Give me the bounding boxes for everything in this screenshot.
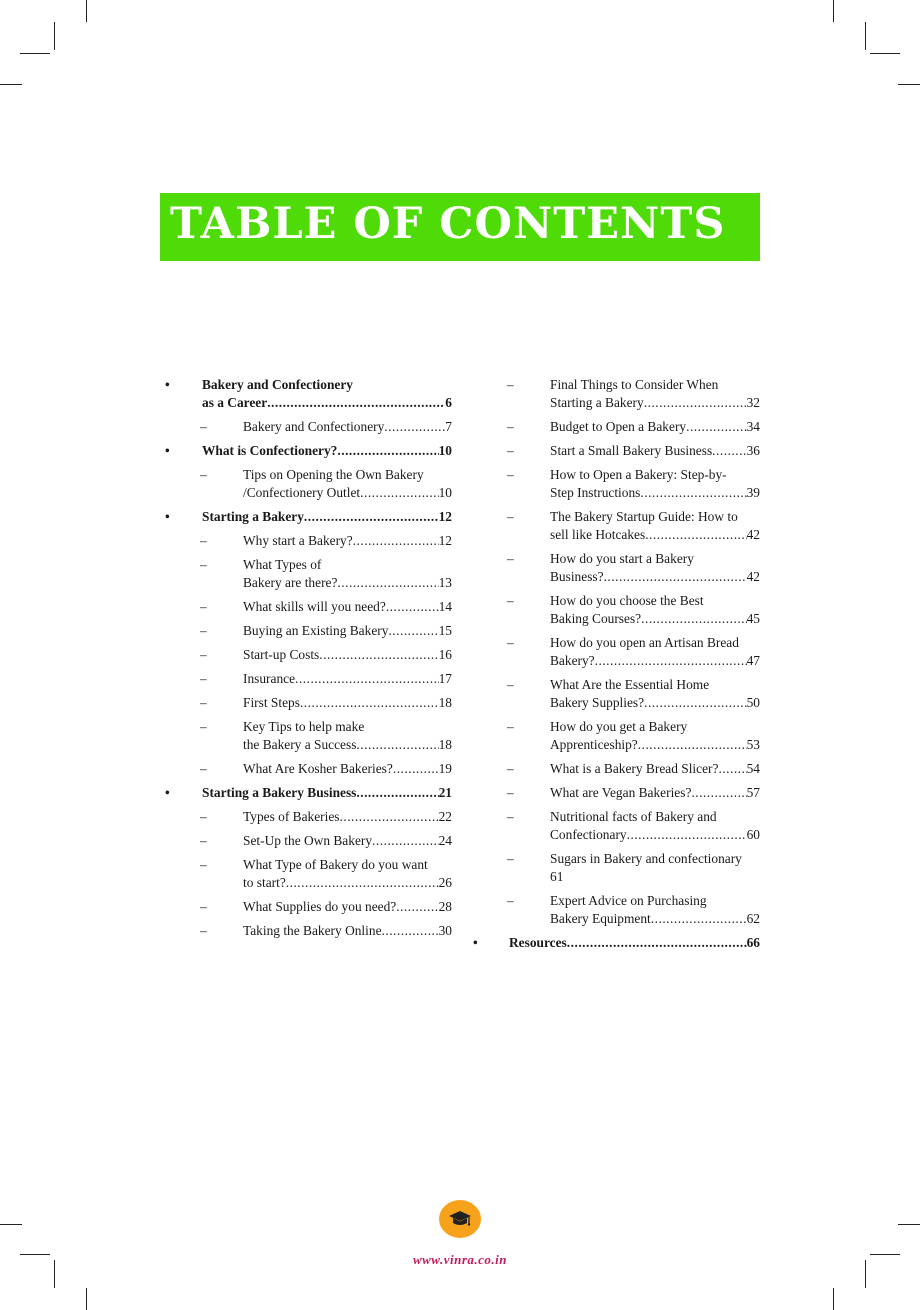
toc-page-number: 60 <box>746 827 760 842</box>
crop-mark <box>0 84 22 85</box>
toc-page-number: 15 <box>438 623 452 638</box>
crop-mark <box>898 1224 920 1225</box>
dot-leader <box>712 442 746 460</box>
dot-leader <box>645 526 746 544</box>
toc-page-number: 18 <box>438 695 452 710</box>
toc-entry-title: Expert Advice on Purchasing <box>550 893 707 908</box>
dot-leader <box>353 532 439 550</box>
toc-subsection[interactable] <box>160 718 452 754</box>
toc-entry-title: Key Tips to help make <box>243 719 365 734</box>
toc-subsection[interactable] <box>160 670 452 688</box>
dash-icon: – <box>507 443 514 458</box>
toc-subsection[interactable] <box>160 418 452 436</box>
bullet-icon: • <box>165 785 170 800</box>
toc-page-number: 54 <box>746 761 760 776</box>
toc-page-number: 28 <box>438 899 452 914</box>
toc-page-number: 32 <box>746 395 760 410</box>
toc-subsection[interactable] <box>160 622 452 640</box>
dot-leader <box>295 670 439 688</box>
bullet-icon: • <box>165 377 170 392</box>
dot-leader <box>640 484 746 502</box>
dot-leader <box>386 598 439 616</box>
crop-mark <box>870 53 900 54</box>
dot-leader <box>567 934 747 952</box>
toc-entry-title: Bakery Equipment <box>550 911 651 926</box>
graduation-cap-icon <box>448 1209 472 1229</box>
toc-section[interactable] <box>160 442 452 460</box>
toc-subsection[interactable] <box>468 634 760 670</box>
toc-column-right <box>468 376 760 958</box>
dash-icon: – <box>507 761 514 776</box>
toc-entry-title: sell like Hotcakes <box>550 527 646 542</box>
dash-icon: – <box>507 719 514 734</box>
crop-mark <box>20 53 50 54</box>
toc-entry-title: What skills will you need? <box>243 599 386 614</box>
dash-icon: – <box>200 671 207 686</box>
dot-leader <box>627 826 747 844</box>
toc-page-number: 6 <box>445 395 452 410</box>
toc-entry-title: as a Career <box>202 395 268 410</box>
toc-subsection[interactable] <box>468 850 760 886</box>
toc-subsection[interactable] <box>160 598 452 616</box>
dash-icon: – <box>200 761 207 776</box>
toc-entry-title: What Type of Bakery do you want <box>243 857 428 872</box>
toc-subsection[interactable] <box>160 646 452 664</box>
toc-subsection[interactable] <box>160 922 452 940</box>
dot-leader <box>267 394 445 412</box>
dash-icon: – <box>200 833 207 848</box>
crop-mark <box>898 84 920 85</box>
dot-leader <box>340 808 439 826</box>
toc-subsection[interactable] <box>160 832 452 850</box>
crop-mark <box>833 1288 834 1310</box>
crop-mark <box>865 22 866 50</box>
dash-icon: – <box>507 851 514 866</box>
toc-page-number: 18 <box>438 737 452 752</box>
toc-page-number: 45 <box>746 611 760 626</box>
toc-page-number: 21 <box>438 785 452 800</box>
toc-page-number: 17 <box>438 671 452 686</box>
toc-subsection[interactable] <box>468 676 760 712</box>
toc-entry-title: How do you open an Artisan Bread <box>550 635 739 650</box>
toc-page-number: 39 <box>746 485 760 500</box>
toc-page-number: 50 <box>746 695 760 710</box>
toc-page-number: 24 <box>438 833 452 848</box>
toc-entry-title: Budget to Open a Bakery <box>550 419 687 434</box>
dot-leader <box>393 760 439 778</box>
dot-leader <box>595 652 747 670</box>
dash-icon: – <box>200 899 207 914</box>
toc-entry-title: How do you get a Bakery <box>550 719 688 734</box>
bullet-icon: • <box>473 935 478 950</box>
toc-column-left <box>160 376 452 946</box>
dot-leader <box>319 646 438 664</box>
toc-page-number: 26 <box>438 875 452 890</box>
toc-subsection[interactable] <box>468 892 760 928</box>
dot-leader <box>396 898 438 916</box>
toc-subsection[interactable] <box>468 784 760 802</box>
dash-icon: – <box>200 695 207 710</box>
dash-icon: – <box>507 419 514 434</box>
dot-leader <box>638 736 747 754</box>
dot-leader <box>300 694 439 712</box>
dash-icon: – <box>200 647 207 662</box>
dash-icon: – <box>507 551 514 566</box>
website-url: www.vinra.co.in <box>412 1252 508 1267</box>
dot-leader <box>644 394 747 412</box>
toc-subsection[interactable] <box>468 376 760 412</box>
toc-section[interactable] <box>160 376 452 412</box>
toc-page-number: 14 <box>438 599 452 614</box>
dash-icon: – <box>200 467 207 482</box>
toc-entry-title: Resources <box>509 935 567 950</box>
toc-page-number: 22 <box>438 809 452 824</box>
toc-page-number: 53 <box>746 737 760 752</box>
toc-entry-title: /Confectionery Outlet <box>243 485 361 500</box>
toc-subsection[interactable] <box>160 532 452 550</box>
dash-icon: – <box>200 857 207 872</box>
toc-entry-title: Final Things to Consider When <box>550 377 719 392</box>
toc-entry-title: Bakery Supplies? <box>550 695 645 710</box>
dot-leader <box>651 910 747 928</box>
dot-leader <box>372 832 439 850</box>
dot-leader <box>384 418 445 436</box>
toc-page-number: 30 <box>438 923 452 938</box>
dot-leader <box>686 418 747 436</box>
dot-leader <box>356 784 438 802</box>
toc-section[interactable] <box>468 934 760 952</box>
dash-icon: – <box>200 599 207 614</box>
toc-entry-title: Step Instructions <box>550 485 641 500</box>
toc-entry-title: Starting a Bakery <box>550 395 644 410</box>
toc-page-number: 62 <box>746 911 760 926</box>
dash-icon: – <box>507 467 514 482</box>
toc-entry-title: Bakery and Confectionery <box>243 419 385 434</box>
toc-subsection[interactable] <box>160 760 452 778</box>
toc-entry-title: Start-up Costs <box>243 647 320 662</box>
toc-subsection[interactable] <box>468 550 760 586</box>
title-banner <box>160 193 760 261</box>
toc-entry-title: What Are the Essential Home <box>550 677 710 692</box>
dot-leader <box>382 922 439 940</box>
dot-leader <box>718 760 746 778</box>
toc-page-number: 66 <box>746 935 760 950</box>
dash-icon: – <box>507 677 514 692</box>
toc-entry-title: Why start a Bakery? <box>243 533 353 548</box>
toc-entry-title: Buying an Existing Bakery <box>243 623 389 638</box>
toc-subsection[interactable] <box>468 718 760 754</box>
dash-icon: – <box>200 809 207 824</box>
toc-entry-title: the Bakery a Success <box>243 737 357 752</box>
toc-entry-title: Nutritional facts of Bakery and <box>550 809 717 824</box>
dash-icon: – <box>200 533 207 548</box>
dash-icon: – <box>507 509 514 524</box>
toc-subsection[interactable] <box>468 808 760 844</box>
toc-page-number: 36 <box>746 443 760 458</box>
toc-subsection[interactable] <box>468 418 760 436</box>
toc-entry-title: to start? <box>243 875 286 890</box>
toc-entry-title: What is Confectionery? <box>202 443 338 458</box>
dash-icon: – <box>507 785 514 800</box>
dash-icon: – <box>507 809 514 824</box>
dash-icon: – <box>507 635 514 650</box>
toc-section[interactable] <box>160 784 452 802</box>
dash-icon: – <box>200 923 207 938</box>
toc-subsection[interactable] <box>468 760 760 778</box>
toc-entry-title: Business? <box>550 569 604 584</box>
dot-leader <box>356 736 438 754</box>
crop-mark <box>0 1224 22 1225</box>
toc-entry-title: Confectionary <box>550 827 627 842</box>
toc-entry-title: What Are Kosher Bakeries? <box>243 761 393 776</box>
dot-leader <box>604 568 747 586</box>
toc-entry-title: What Supplies do you need? <box>243 899 397 914</box>
toc-page-number: 19 <box>438 761 452 776</box>
toc-entry-title: Starting a Bakery Business <box>202 785 357 800</box>
toc-subsection[interactable] <box>468 592 760 628</box>
toc-subsection[interactable] <box>160 694 452 712</box>
bullet-icon: • <box>165 443 170 458</box>
toc-page-number: 12 <box>438 533 452 548</box>
toc-subsection[interactable] <box>160 898 452 916</box>
dot-leader <box>644 694 747 712</box>
dot-leader <box>360 484 438 502</box>
toc-entry-title: How to Open a Bakery: Step-by- <box>550 467 727 482</box>
toc-entry-title: 61 <box>550 869 564 884</box>
toc-entry-title: Starting a Bakery <box>202 509 304 524</box>
toc-subsection[interactable] <box>160 556 452 592</box>
toc-entry-title: Bakery? <box>550 653 595 668</box>
dot-leader <box>641 610 746 628</box>
toc-entry-title: Insurance <box>243 671 296 686</box>
toc-entry-title: The Bakery Startup Guide: How to <box>550 509 738 524</box>
toc-subsection[interactable] <box>160 856 452 892</box>
toc-subsection[interactable] <box>468 442 760 460</box>
crop-mark <box>86 1288 87 1310</box>
dot-leader <box>304 508 439 526</box>
toc-subsection[interactable] <box>468 466 760 502</box>
toc-entry-title: Set-Up the Own Bakery <box>243 833 373 848</box>
toc-subsection[interactable] <box>160 808 452 826</box>
dash-icon: – <box>507 377 514 392</box>
toc-entry-title: What is a Bakery Bread Slicer? <box>550 761 719 776</box>
dot-leader <box>337 574 438 592</box>
toc-page-number: 10 <box>438 443 452 458</box>
dash-icon: – <box>200 419 207 434</box>
dot-leader <box>286 874 439 892</box>
toc-entry-title: Bakery are there? <box>243 575 338 590</box>
toc-entry-title: Bakery and Confectionery <box>202 377 354 392</box>
toc-section[interactable] <box>160 508 452 526</box>
dot-leader <box>388 622 438 640</box>
crop-mark <box>86 0 87 22</box>
dash-icon: – <box>507 593 514 608</box>
dash-icon: – <box>200 623 207 638</box>
logo <box>439 1200 481 1238</box>
toc-page-number: 47 <box>746 653 760 668</box>
toc-page-number: 10 <box>438 485 452 500</box>
toc-page-number: 7 <box>445 419 452 434</box>
toc-entry-title: What Types of <box>243 557 322 572</box>
dot-leader <box>337 442 438 460</box>
toc-entry-title: Baking Courses? <box>550 611 642 626</box>
toc-page-number: 42 <box>746 569 760 584</box>
toc-page-number: 13 <box>438 575 452 590</box>
crop-mark <box>54 22 55 50</box>
bullet-icon: • <box>165 509 170 524</box>
toc-page-number: 42 <box>746 527 760 542</box>
page-title: TABLE OF CONTENTS <box>170 199 726 249</box>
toc-entry-title: First Steps <box>243 695 300 710</box>
toc-entry-title: What are Vegan Bakeries? <box>550 785 692 800</box>
dash-icon: – <box>200 719 207 734</box>
toc-page-number: 34 <box>746 419 760 434</box>
toc-entry-title: Sugars in Bakery and confectionary <box>550 851 742 866</box>
toc-subsection[interactable] <box>160 466 452 502</box>
dot-leader <box>691 784 746 802</box>
toc-entry-title: Start a Small Bakery Business <box>550 443 713 458</box>
toc-entry-title: Taking the Bakery Online <box>243 923 382 938</box>
toc-page-number: 57 <box>746 785 760 800</box>
dash-icon: – <box>200 557 207 572</box>
toc-entry-title: Tips on Opening the Own Bakery <box>243 467 424 482</box>
toc-page-number: 16 <box>438 647 452 662</box>
toc-subsection[interactable] <box>468 508 760 544</box>
toc-entry-title: Types of Bakeries <box>243 809 340 824</box>
toc-entry-title: How do you choose the Best <box>550 593 704 608</box>
toc-entry-title: Apprenticeship? <box>550 737 638 752</box>
crop-mark <box>833 0 834 22</box>
dash-icon: – <box>507 893 514 908</box>
toc-page-number: 12 <box>438 509 452 524</box>
toc-entry-title: How do you start a Bakery <box>550 551 694 566</box>
